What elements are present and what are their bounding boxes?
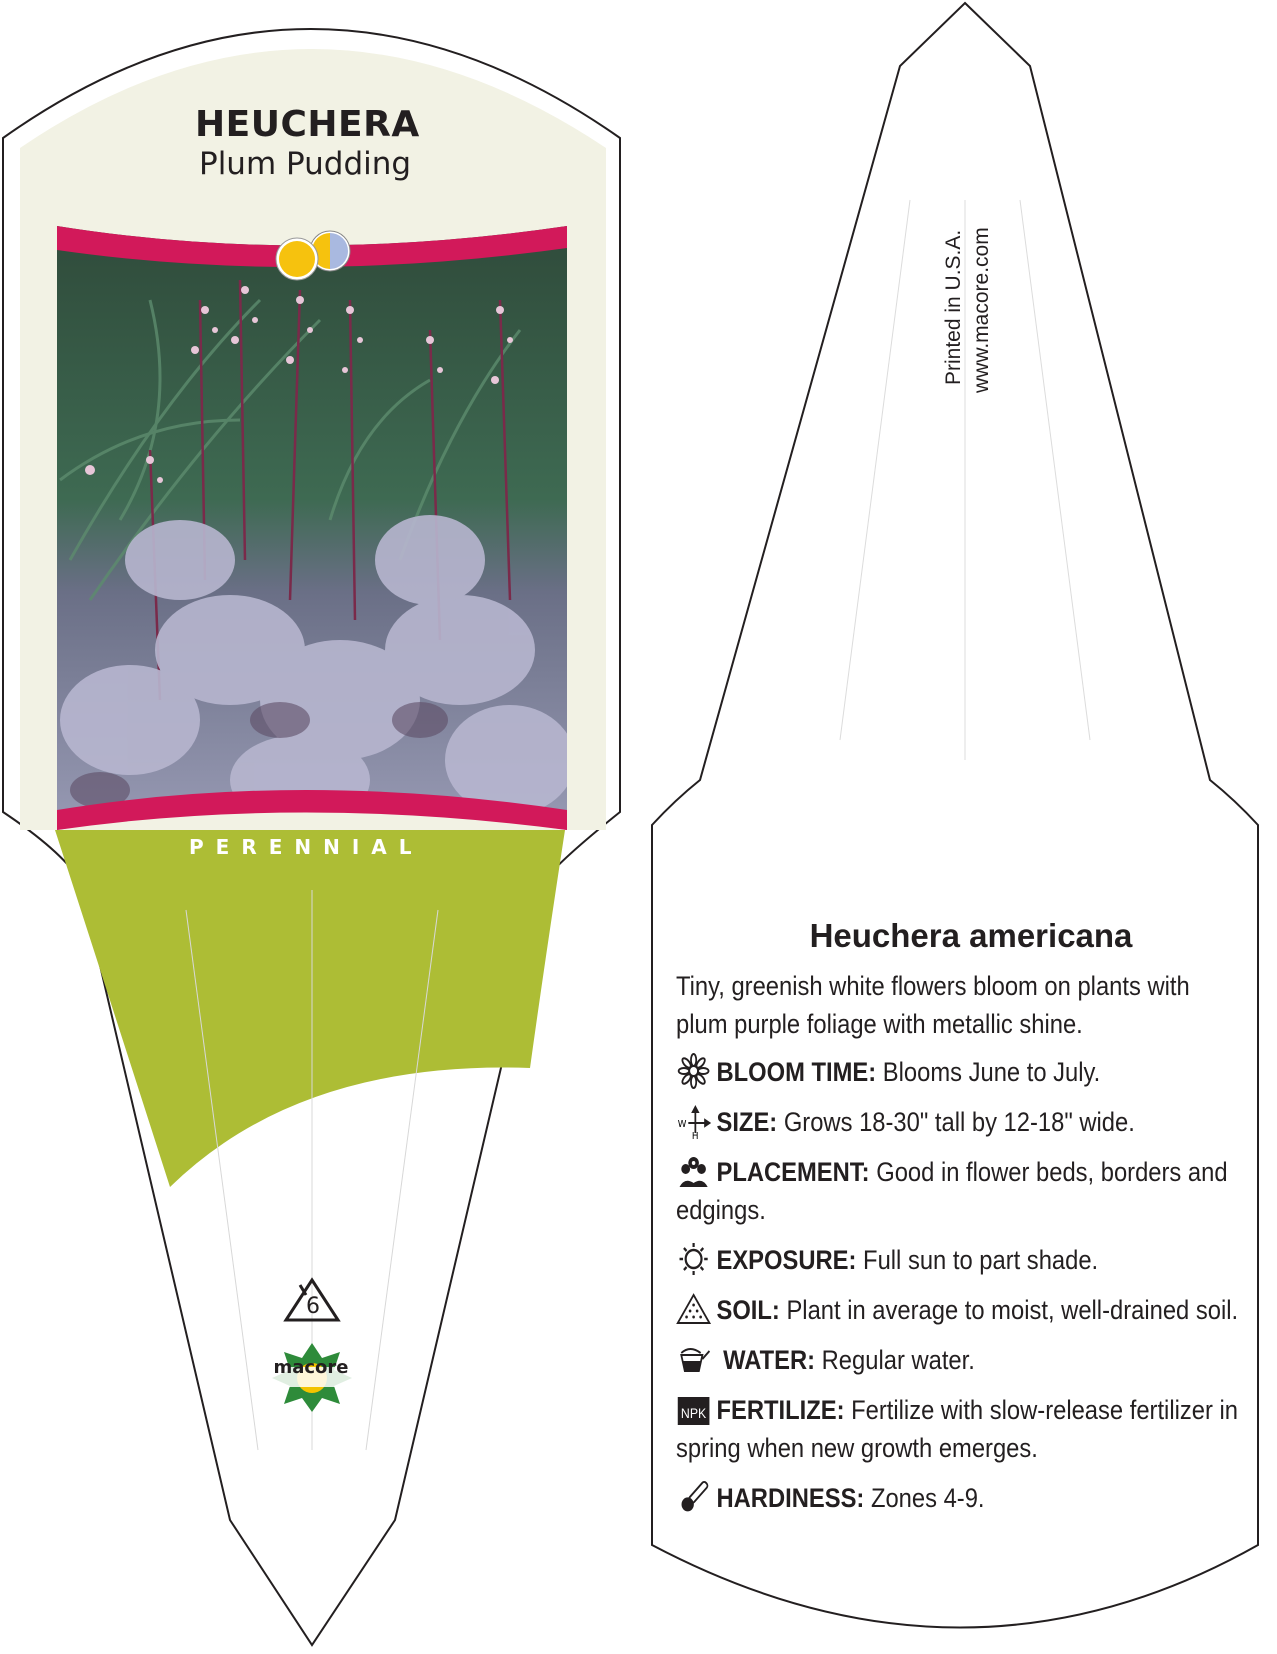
- water-text: Regular water.: [821, 1345, 975, 1375]
- care-row-hardiness: [676, 1479, 1246, 1517]
- flower-icon: [676, 1053, 711, 1089]
- npk-icon: [676, 1391, 711, 1427]
- hardiness-label: HARDINESS:: [716, 1483, 865, 1513]
- exposure-label: EXPOSURE:: [716, 1245, 857, 1275]
- placement-text: Good in flower beds, borders and edgings.: [676, 1157, 1228, 1225]
- description: Tiny, greenish white flowers bloom on plants with plum purple foliage with metallic shine.: [676, 971, 1190, 1039]
- npk-label: NPK: [680, 1405, 707, 1422]
- hardiness-text: Zones 4-9.: [870, 1483, 985, 1513]
- bloom-text: Blooms June to July.: [882, 1057, 1101, 1087]
- care-row-water: [676, 1341, 1246, 1379]
- plant-category: PERENNIAL: [189, 835, 424, 859]
- soil-label: SOIL:: [716, 1295, 780, 1325]
- size-h-label: H: [691, 1130, 699, 1139]
- size-w-label: W: [677, 1118, 687, 1131]
- care-row-size: [676, 1103, 1246, 1141]
- watering-can-icon: [676, 1341, 711, 1377]
- species-name: Heuchera americana: [809, 917, 1133, 954]
- care-row-soil: [676, 1291, 1246, 1329]
- water-label: WATER:: [723, 1345, 816, 1375]
- printed-note: Printed in U.S.A.: [942, 229, 965, 385]
- brand-name: macore: [273, 1357, 349, 1378]
- care-row-exposure: [676, 1241, 1246, 1279]
- fertilize-label: FERTILIZE:: [716, 1395, 845, 1425]
- fertilize-text: Fertilize with slow-release fertilizer in spring when new growth emerges.: [676, 1395, 1238, 1463]
- care-info: [676, 917, 1246, 1529]
- care-row-bloom: [676, 1053, 1246, 1091]
- soil-icon: [676, 1291, 711, 1327]
- size-text: Grows 18-30" tall by 12-18" wide.: [783, 1107, 1135, 1137]
- size-arrows-icon: [676, 1103, 711, 1139]
- placement-label: PLACEMENT:: [716, 1157, 870, 1187]
- care-row-placement: [676, 1153, 1246, 1229]
- flowers-placement-icon: [676, 1153, 711, 1189]
- cultivar-name: Plum Pudding: [199, 146, 412, 182]
- soil-text: Plant in average to moist, well-drained soil.: [786, 1295, 1239, 1325]
- website: www.macore.com: [970, 227, 993, 393]
- bloom-label: BLOOM TIME:: [716, 1057, 877, 1087]
- exposure-text: Full sun to part shade.: [863, 1245, 1099, 1275]
- recycle-number: 6: [306, 1294, 320, 1319]
- plant-photo: [57, 220, 575, 840]
- sun-icon: [676, 1241, 711, 1277]
- thermometer-icon: [676, 1479, 711, 1515]
- size-label: SIZE:: [716, 1107, 778, 1137]
- plant-name: HEUCHERA: [195, 104, 420, 145]
- care-row-fertilize: [676, 1391, 1246, 1467]
